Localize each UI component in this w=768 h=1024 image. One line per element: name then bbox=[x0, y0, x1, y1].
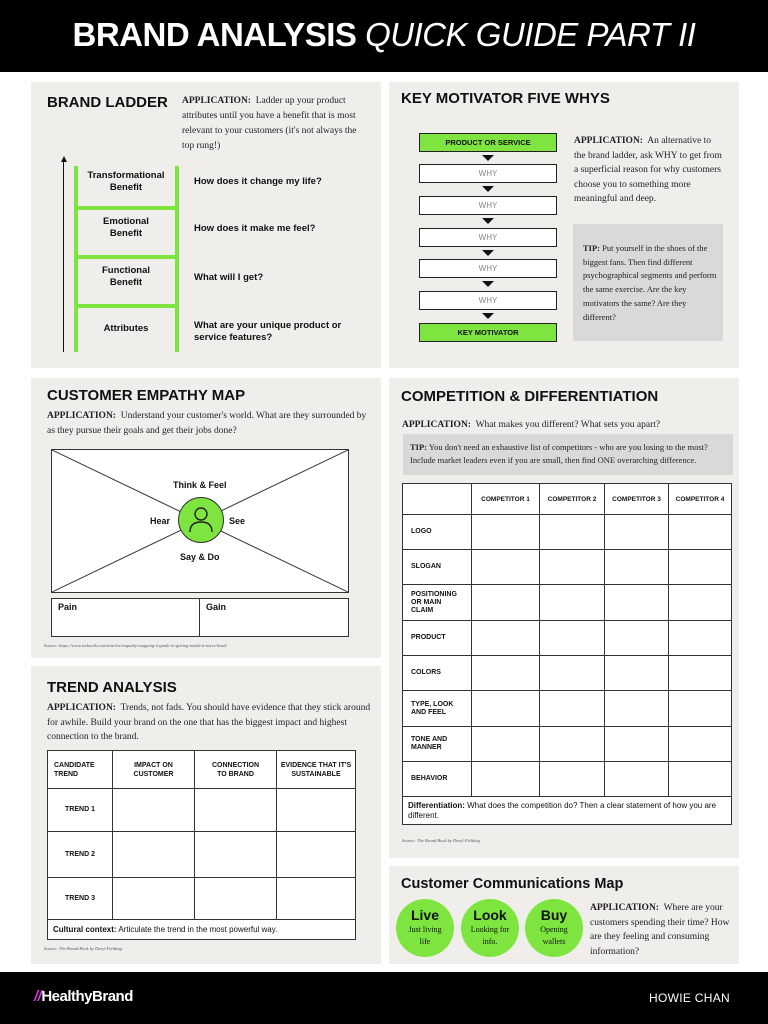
cultural-text: Articulate the trend in the most powerful way. bbox=[118, 924, 278, 934]
app-text: Trends, not fads. You should have evidence that they stick around for awhile. Build your brand on the one that has the biggest impact and highest connection to the brand. bbox=[47, 703, 371, 742]
page-title bbox=[73, 16, 696, 54]
brand-ladder-application bbox=[182, 94, 368, 154]
bubble-buy bbox=[525, 899, 583, 957]
table-cell[interactable] bbox=[472, 762, 540, 797]
table-cell[interactable] bbox=[669, 691, 732, 727]
arrow-down-icon bbox=[482, 250, 494, 256]
app-label: APPLICATION: bbox=[590, 903, 659, 913]
differentiation-label: Differentiation: bbox=[408, 800, 465, 810]
table-row bbox=[48, 832, 356, 878]
row-label: TREND 1 bbox=[48, 789, 113, 832]
table-cell[interactable] bbox=[540, 656, 605, 691]
healthybrand-logo bbox=[34, 988, 133, 1005]
trend-analysis-title: TREND ANALYSIS bbox=[47, 679, 177, 696]
differentiation-row bbox=[403, 797, 732, 825]
app-text: Ladder up your product attributes until you have a benefit that is most relevant to your customers (it's not always the top rung!) bbox=[182, 96, 357, 151]
why-box: WHY bbox=[419, 291, 557, 310]
five-whys-application bbox=[574, 134, 724, 207]
table-row bbox=[48, 878, 356, 920]
rung-label: Transformational Benefit bbox=[87, 170, 165, 193]
person-icon bbox=[179, 498, 223, 542]
row-label: COLORS bbox=[403, 656, 472, 691]
table-cell[interactable] bbox=[605, 691, 669, 727]
table-cell[interactable] bbox=[195, 832, 277, 878]
tip-text: You don't need an exhaustive list of competitors - who are you losing to the most? Include market leaders even if you are small, then find ONE overarching difference. bbox=[410, 442, 708, 465]
arrow-down-icon bbox=[482, 155, 494, 161]
table-cell[interactable] bbox=[195, 789, 277, 832]
table-cell[interactable] bbox=[669, 727, 732, 762]
five-whys-title: KEY MOTIVATOR FIVE WHYS bbox=[401, 90, 610, 107]
table-cell[interactable] bbox=[113, 832, 195, 878]
table-cell[interactable] bbox=[277, 789, 356, 832]
table-cell[interactable] bbox=[472, 585, 540, 621]
table-cell[interactable] bbox=[669, 585, 732, 621]
table-row bbox=[403, 691, 732, 727]
trend-source: Source: The Brand Book by Daryl Fielding bbox=[44, 946, 122, 951]
table-row bbox=[403, 621, 732, 656]
table-cell[interactable] bbox=[669, 515, 732, 550]
table-cell[interactable] bbox=[472, 550, 540, 585]
logo-slashes: // bbox=[34, 988, 42, 1005]
arrow-down-icon bbox=[482, 218, 494, 224]
column-header: COMPETITOR 1 bbox=[472, 484, 540, 515]
row-label: LOGO bbox=[403, 515, 472, 550]
ladder-rung bbox=[74, 304, 179, 308]
say-do-label: Say & Do bbox=[180, 552, 220, 562]
app-label: APPLICATION: bbox=[47, 703, 116, 713]
table-cell[interactable] bbox=[540, 621, 605, 656]
table-cell[interactable] bbox=[540, 585, 605, 621]
why-box: WHY bbox=[419, 164, 557, 183]
table-row bbox=[403, 550, 732, 585]
table-row bbox=[403, 656, 732, 691]
product-or-service-box: PRODUCT OR SERVICE bbox=[419, 133, 557, 152]
trend-application bbox=[47, 701, 375, 745]
arrow-down-icon bbox=[482, 186, 494, 192]
communications-title: Customer Communications Map bbox=[401, 876, 624, 892]
table-cell[interactable] bbox=[540, 762, 605, 797]
bubble-subtitle: info. bbox=[482, 937, 498, 946]
why-box: WHY bbox=[419, 228, 557, 247]
table-header-row bbox=[48, 751, 356, 789]
customer-avatar bbox=[178, 497, 224, 543]
tip-label: TIP: bbox=[583, 243, 600, 253]
footer-bar bbox=[0, 972, 768, 1024]
table-cell[interactable] bbox=[195, 878, 277, 920]
bubble-title: Look bbox=[473, 907, 507, 923]
rung-question: How does it change my life? bbox=[194, 176, 322, 187]
table-cell[interactable] bbox=[472, 621, 540, 656]
cultural-context-cell[interactable] bbox=[48, 920, 356, 940]
table-cell[interactable] bbox=[472, 691, 540, 727]
why-box: WHY bbox=[419, 259, 557, 278]
logo-text: HealthyBrand bbox=[41, 988, 133, 1005]
table-cell[interactable] bbox=[605, 585, 669, 621]
app-label: APPLICATION: bbox=[47, 411, 116, 421]
bubble-look bbox=[461, 899, 519, 957]
bubble-live bbox=[396, 899, 454, 957]
key-motivator-box: KEY MOTIVATOR bbox=[419, 323, 557, 342]
row-label: TREND 3 bbox=[48, 878, 113, 920]
arrow-down-icon bbox=[482, 313, 494, 319]
table-cell[interactable] bbox=[605, 550, 669, 585]
row-label: BEHAVIOR bbox=[403, 762, 472, 797]
competition-table bbox=[402, 483, 732, 825]
table-cell[interactable] bbox=[540, 550, 605, 585]
table-cell[interactable] bbox=[605, 656, 669, 691]
row-label: TONE AND MANNER bbox=[403, 727, 472, 762]
app-label: APPLICATION: bbox=[402, 420, 471, 430]
title-bold: BRAND ANALYSIS bbox=[72, 16, 357, 53]
ladder-rung bbox=[74, 255, 179, 259]
table-cell[interactable] bbox=[605, 515, 669, 550]
table-row bbox=[403, 727, 732, 762]
column-header: COMPETITOR 2 bbox=[540, 484, 605, 515]
differentiation-cell[interactable] bbox=[403, 797, 732, 825]
empathy-map-title: CUSTOMER EMPATHY MAP bbox=[47, 387, 246, 404]
table-cell[interactable] bbox=[605, 621, 669, 656]
bubble-title: Buy bbox=[540, 907, 568, 923]
cultural-context-row bbox=[48, 920, 356, 940]
gain-label: Gain bbox=[206, 602, 227, 612]
column-header: CANDIDATE TREND bbox=[48, 751, 113, 789]
bubble-subtitle: Just living bbox=[408, 925, 442, 934]
why-box: WHY bbox=[419, 196, 557, 215]
competition-source: Source: The Brand Book by Daryl Fielding bbox=[402, 838, 480, 843]
competition-application bbox=[402, 418, 732, 433]
empathy-source: Source: https://www.ieebooth.com/articles/empathy-mapping-a-guide-to-getting-inside-a-users-head/ bbox=[44, 643, 227, 648]
ladder-rung bbox=[74, 206, 179, 210]
app-text: An alternative to the brand ladder, ask WHY to get from a superficial reason for why customers choose you to something more meaningful and deep. bbox=[574, 136, 722, 204]
table-cell[interactable] bbox=[540, 691, 605, 727]
five-whys-tip bbox=[583, 242, 718, 324]
rung-question: How does it make me feel? bbox=[194, 223, 316, 234]
pain-label: Pain bbox=[58, 602, 78, 612]
row-label: TYPE, LOOK AND FEEL bbox=[403, 691, 472, 727]
header-bar bbox=[0, 0, 768, 72]
table-row bbox=[403, 515, 732, 550]
table-cell[interactable] bbox=[540, 515, 605, 550]
ladder-axis-arrow-icon bbox=[61, 156, 67, 162]
column-header: IMPACT ON CUSTOMER bbox=[113, 751, 195, 789]
table-cell[interactable] bbox=[669, 656, 732, 691]
table-row bbox=[403, 585, 732, 621]
trend-table bbox=[47, 750, 356, 940]
empathy-application bbox=[47, 409, 367, 438]
column-header: CONNECTION TO BRAND bbox=[195, 751, 277, 789]
tip-label: TIP: bbox=[410, 442, 427, 452]
table-cell[interactable] bbox=[472, 656, 540, 691]
table-cell[interactable] bbox=[277, 878, 356, 920]
cultural-label: Cultural context: bbox=[53, 924, 117, 934]
competition-tip bbox=[410, 441, 730, 467]
title-italic: QUICK GUIDE PART II bbox=[365, 16, 696, 53]
app-text: What makes you different? What sets you apart? bbox=[475, 420, 661, 430]
app-label: APPLICATION: bbox=[574, 136, 643, 146]
communications-application bbox=[590, 901, 735, 959]
column-header: COMPETITOR 4 bbox=[669, 484, 732, 515]
table-row bbox=[403, 762, 732, 797]
bubble-subtitle: wallets bbox=[542, 937, 566, 946]
rung-question: What will I get? bbox=[194, 272, 264, 283]
table-row bbox=[48, 789, 356, 832]
corner-cell bbox=[403, 484, 472, 515]
table-cell[interactable] bbox=[277, 832, 356, 878]
bubble-subtitle: Opening bbox=[540, 925, 568, 934]
table-cell[interactable] bbox=[605, 727, 669, 762]
table-cell[interactable] bbox=[669, 762, 732, 797]
table-cell[interactable] bbox=[669, 621, 732, 656]
table-cell[interactable] bbox=[669, 550, 732, 585]
table-cell[interactable] bbox=[113, 789, 195, 832]
competition-title: COMPETITION & DIFFERENTIATION bbox=[401, 388, 659, 405]
rung-label: Emotional Benefit bbox=[103, 216, 149, 239]
bubble-title: Live bbox=[410, 907, 439, 923]
app-text: Understand your customer's world. What are they surrounded by as they pursue their goals and get their jobs done? bbox=[47, 411, 367, 436]
think-feel-label: Think & Feel bbox=[173, 480, 227, 490]
see-label: See bbox=[229, 516, 246, 526]
arrow-down-icon bbox=[482, 281, 494, 287]
table-cell[interactable] bbox=[540, 727, 605, 762]
rung-label: Attributes bbox=[103, 323, 149, 334]
bubble-subtitle: life bbox=[419, 937, 431, 946]
ladder-axis bbox=[63, 160, 64, 352]
table-header-row bbox=[403, 484, 732, 515]
row-label: POSITIONING OR MAIN CLAIM bbox=[403, 585, 472, 621]
differentiation-text: What does the competition do? Then a clear statement of how you are different. bbox=[408, 800, 717, 820]
table-cell[interactable] bbox=[472, 727, 540, 762]
hear-label: Hear bbox=[150, 516, 171, 526]
table-cell[interactable] bbox=[472, 515, 540, 550]
app-text: Where are your customers spending their time? How are they feeling and consuming information? bbox=[590, 903, 730, 957]
author-name: HOWIE CHAN bbox=[649, 991, 730, 1005]
gain-cell bbox=[199, 598, 349, 637]
pain-cell bbox=[51, 598, 200, 637]
brand-ladder-title: BRAND LADDER bbox=[47, 94, 168, 111]
row-label: TREND 2 bbox=[48, 832, 113, 878]
rung-label: Functional Benefit bbox=[101, 265, 151, 288]
table-cell[interactable] bbox=[605, 762, 669, 797]
row-label: PRODUCT bbox=[403, 621, 472, 656]
app-label: APPLICATION: bbox=[182, 96, 251, 106]
column-header: COMPETITOR 3 bbox=[605, 484, 669, 515]
row-label: SLOGAN bbox=[403, 550, 472, 585]
rung-question: What are your unique product or service features? bbox=[194, 320, 342, 343]
column-header: EVIDENCE THAT IT'S SUSTAINABLE bbox=[277, 751, 356, 789]
bubble-subtitle: Looking for bbox=[470, 925, 510, 934]
table-cell[interactable] bbox=[113, 878, 195, 920]
tip-text: Put yourself in the shoes of the biggest fans. Then find different psychographical segments and perform the same exercise. Are the key motivators the same? Are they different? bbox=[583, 243, 717, 322]
